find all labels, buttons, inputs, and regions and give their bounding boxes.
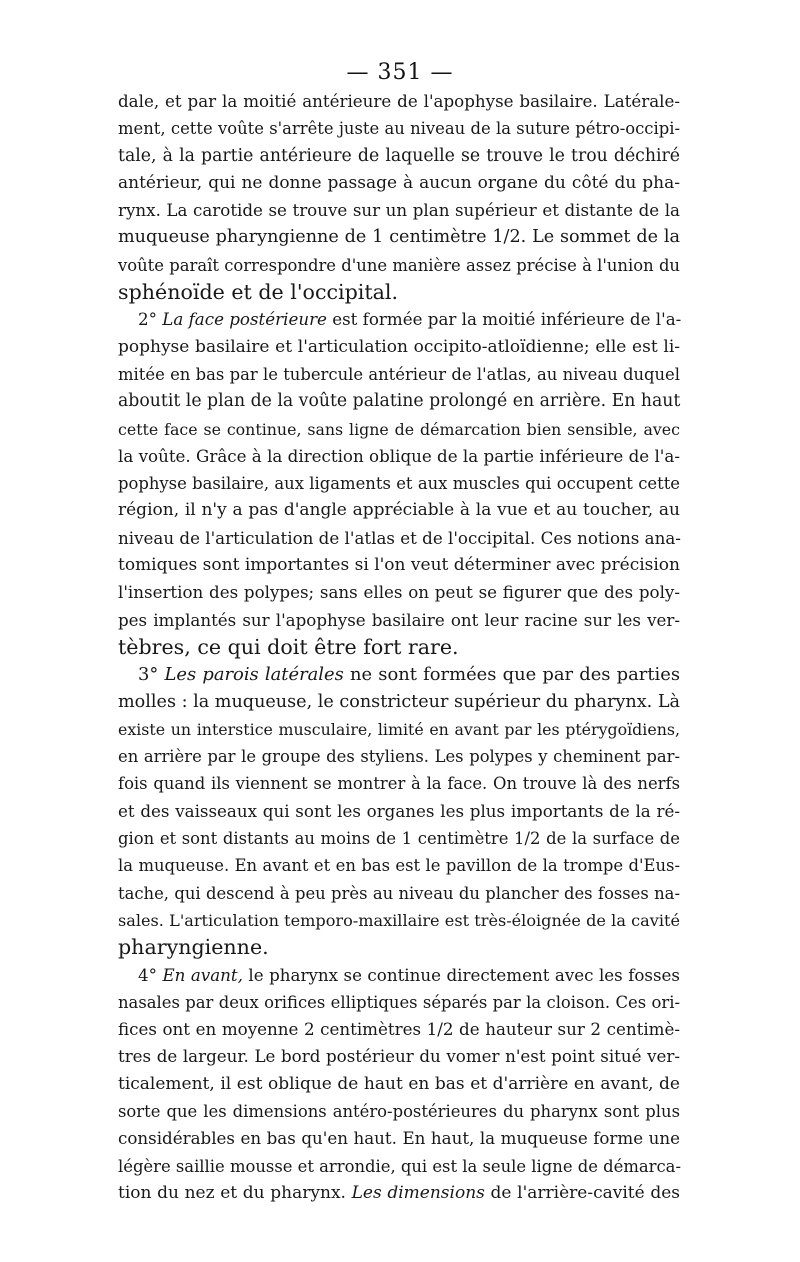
line-text: ne sont formées que par des parties (343, 664, 681, 686)
text-line: fois quand ils viennent se montrer à la face. On trouve là des nerfs (118, 774, 680, 794)
text-line: cette face se continue, sans ligne de démarcation bien sensible, avec (118, 419, 680, 439)
text-line: pophyse basilaire et l'articulation occipito-atloïdienne; elle est li- (118, 336, 680, 357)
text-line: existe un interstice musculaire, limité en avant par les ptérygoïdiens, (118, 719, 680, 739)
italic-heading: Les dimensions (351, 1182, 485, 1203)
line-text: tion du nez et du pharynx. (118, 1182, 352, 1203)
italic-heading: La face postérieure (162, 309, 327, 330)
text-line: région, il n'y a pas d'angle appréciable à la vue et au toucher, au (118, 500, 680, 521)
text-line: ticalement, il est oblique de haut en bas et d'arrière en avant, de (118, 1073, 680, 1094)
text-line: tache, qui descend à peu près au niveau du plancher des fosses na- (118, 883, 680, 903)
page-number: — 351 — (346, 60, 454, 85)
line-text: 3° (138, 664, 165, 686)
text-line: rynx. La carotide se trouve sur un plan supérieur et distante de la (118, 200, 680, 221)
line-text: 4° (138, 964, 163, 985)
text-line: voûte paraît correspondre d'une manière assez précise à l'union du (118, 255, 680, 275)
text-line: dale, et par la moitié antérieure de l'apophyse basilaire. Latérale- (118, 91, 680, 111)
line-text: 2° (138, 309, 163, 330)
text-line (118, 1180, 680, 1207)
text-line (118, 962, 680, 989)
text-line: fices ont en moyenne 2 centimètres 1/2 de hauteur sur 2 centimè- (118, 1019, 680, 1040)
text-line: en arrière par le groupe des styliens. Les polypes y cheminent par- (118, 747, 680, 767)
text-line: pes implantés sur l'apophyse basilaire ont leur racine sur les ver- (118, 609, 680, 630)
text-line (118, 306, 680, 333)
text-line: pharyngienne. (118, 935, 269, 960)
text-line: considérables en bas qu'en haut. En haut, la muqueuse forme une (118, 1128, 680, 1149)
text-line: sorte que les dimensions antéro-postérieures du pharynx sont plus (118, 1101, 680, 1121)
text-line: mitée en bas par le tubercule antérieur de l'atlas, au niveau duquel (118, 364, 680, 384)
text-line: la voûte. Grâce à la direction oblique de la partie inférieure de l'a- (118, 445, 680, 466)
body-text (118, 88, 680, 1207)
text-line: antérieur, qui ne donne passage à aucun organe du côté du pha- (118, 172, 680, 193)
text-line: muqueuse pharyngienne de 1 centimètre 1/2. Le sommet de la (118, 227, 680, 248)
text-line: tomiques sont importantes si l'on veut déterminer avec précision (118, 555, 680, 576)
text-line: la muqueuse. En avant et en bas est le pavillon de la trompe d'Eus- (118, 856, 680, 876)
text-line: tèbres, ce qui doit être fort rare. (118, 634, 459, 659)
line-text: le pharynx se continue directement avec les fosses (242, 964, 681, 985)
text-line: nasales par deux orifices elliptiques séparés par la cloison. Ces ori- (118, 992, 680, 1012)
text-line: pophyse basilaire, aux ligaments et aux muscles qui occupent cette (118, 474, 680, 494)
italic-heading: Les parois latérales (164, 664, 344, 686)
text-line: niveau de l'articulation de l'atlas et de l'occipital. Ces notions ana- (118, 527, 681, 548)
text-line: tres de largeur. Le bord postérieur du vomer n'est point situé ver- (118, 1046, 680, 1067)
text-line: et des vaisseaux qui sont les organes les plus importants de la ré- (118, 800, 680, 821)
text-line: légère saillie mousse et arrondie, qui est la seule ligne de démarca- (118, 1156, 681, 1176)
text-line: molles : la muqueuse, le constricteur supérieur du pharynx. Là (118, 691, 681, 712)
text-line: ment, cette voûte s'arrête juste au niveau de la suture pétro-occipi- (118, 119, 680, 139)
text-line (118, 661, 680, 688)
text-line: aboutit le plan de la voûte palatine prolongé en arrière. En haut (118, 391, 681, 412)
text-line: l'insertion des polypes; sans elles on peut se figurer que des poly- (118, 582, 680, 603)
text-line: tale, à la partie antérieure de laquelle se trouve le trou déchiré (118, 145, 680, 166)
line-text: est formée par la moitié inférieure de l'a- (326, 309, 682, 330)
text-line: sphénoïde et de l'occipital. (118, 280, 399, 305)
line-text: de l'arrière-cavité des (484, 1182, 680, 1203)
text-line: gion et sont distants au moins de 1 centimètre 1/2 de la surface de (118, 829, 680, 849)
text-line: sales. L'articulation temporo-maxillaire est très-éloignée de la cavité (118, 910, 680, 930)
italic-heading: En avant, (162, 964, 243, 985)
